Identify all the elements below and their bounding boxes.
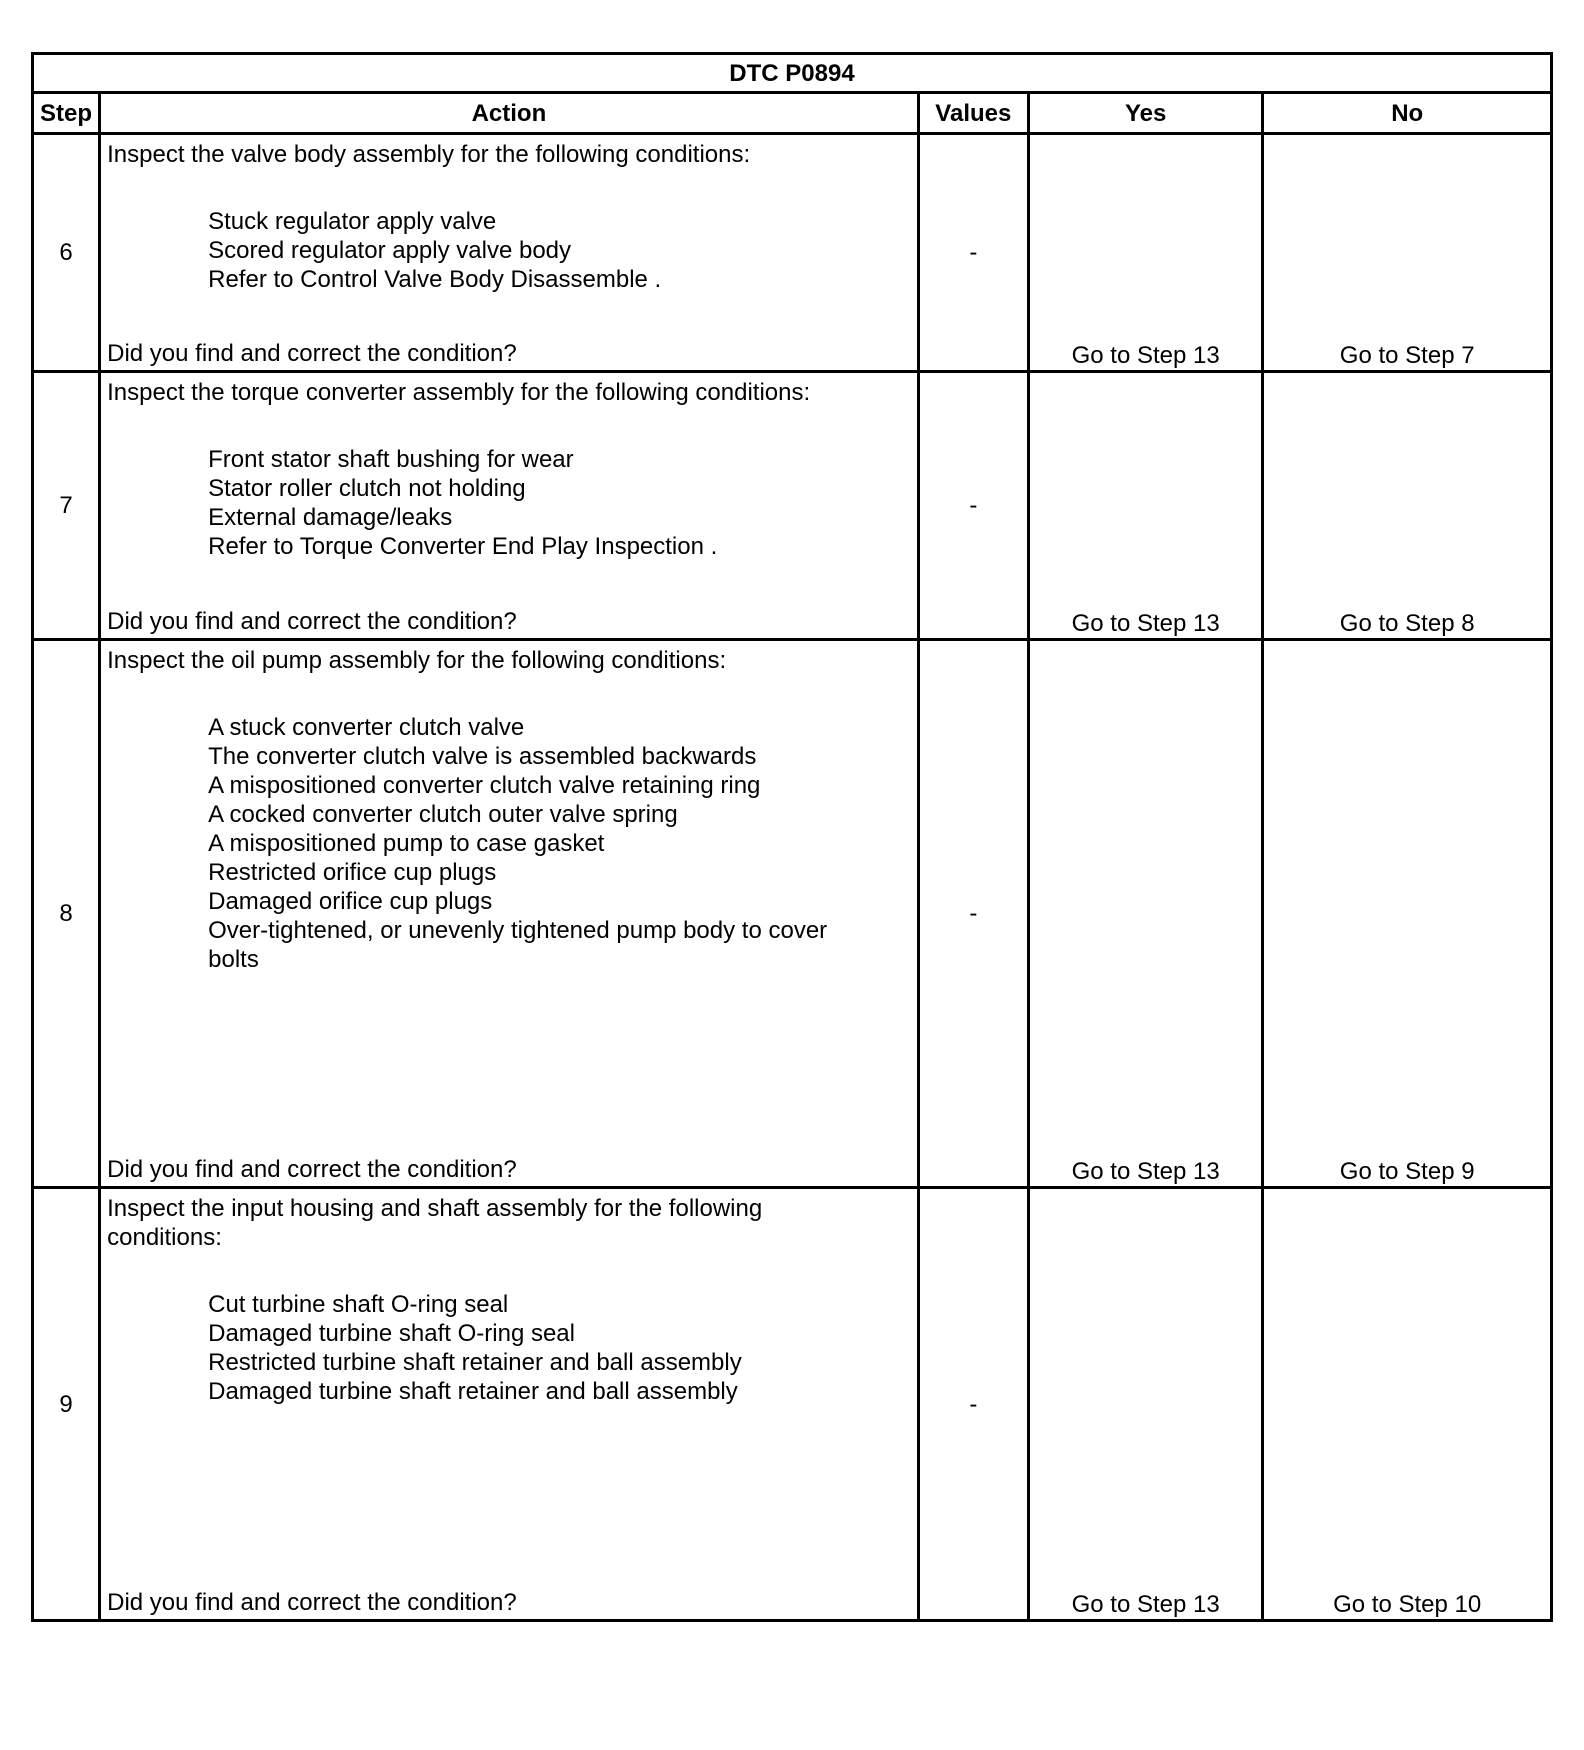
condition-list — [107, 713, 911, 974]
values-cell: - — [918, 134, 1028, 372]
table-row — [33, 640, 1552, 1188]
header-yes: Yes — [1028, 93, 1262, 134]
action-cell — [100, 372, 919, 640]
no-cell: Go to Step 9 — [1263, 640, 1552, 1188]
action-question: Did you find and correct the condition? — [107, 340, 517, 367]
header-no: No — [1263, 93, 1552, 134]
action-cell — [100, 1188, 919, 1621]
no-cell: Go to Step 7 — [1263, 134, 1552, 372]
action-intro: Inspect the oil pump assembly for the following conditions: — [107, 647, 727, 674]
condition-item: Damaged orifice cup plugs — [208, 888, 493, 915]
header-step: Step — [33, 93, 100, 134]
condition-item: Refer to Control Valve Body Disassemble . — [208, 266, 662, 293]
yes-cell: Go to Step 13 — [1028, 1188, 1262, 1621]
condition-list — [107, 445, 911, 561]
condition-item: Stuck regulator apply valve — [208, 208, 497, 235]
no-cell: Go to Step 8 — [1263, 372, 1552, 640]
no-cell: Go to Step 10 — [1263, 1188, 1552, 1621]
condition-item: Scored regulator apply valve body — [208, 237, 572, 264]
condition-list — [107, 1290, 911, 1406]
values-cell: - — [918, 372, 1028, 640]
table-row — [33, 134, 1552, 372]
action-question: Did you find and correct the condition? — [107, 608, 517, 635]
condition-item: External damage/leaks — [208, 504, 453, 531]
condition-item: Front stator shaft bushing for wear — [208, 446, 574, 473]
condition-item: A cocked converter clutch outer valve spring — [208, 801, 678, 828]
step-number: 6 — [33, 134, 100, 372]
table-title: DTC P0894 — [33, 54, 1552, 93]
condition-item: A mispositioned pump to case gasket — [208, 830, 605, 857]
condition-item: A mispositioned converter clutch valve retaining ring — [208, 772, 761, 799]
step-number: 9 — [33, 1188, 100, 1621]
action-intro: Inspect the input housing and shaft assembly for the following conditions: — [107, 1195, 763, 1251]
action-question: Did you find and correct the condition? — [107, 1156, 517, 1183]
yes-cell: Go to Step 13 — [1028, 134, 1262, 372]
condition-list — [107, 207, 911, 294]
condition-item: Refer to Torque Converter End Play Inspection . — [208, 533, 718, 560]
values-cell: - — [918, 1188, 1028, 1621]
condition-item: The converter clutch valve is assembled backwards — [208, 743, 757, 770]
header-action: Action — [100, 93, 919, 134]
step-number: 8 — [33, 640, 100, 1188]
values-cell: - — [918, 640, 1028, 1188]
header-values: Values — [918, 93, 1028, 134]
table-row — [33, 372, 1552, 640]
condition-item: Damaged turbine shaft retainer and ball assembly — [208, 1378, 738, 1405]
condition-item: Over-tightened, or unevenly tightened pump body to cover bolts — [208, 917, 828, 973]
condition-item: Stator roller clutch not holding — [208, 475, 526, 502]
yes-cell: Go to Step 13 — [1028, 640, 1262, 1188]
condition-item: A stuck converter clutch valve — [208, 714, 525, 741]
action-cell — [100, 640, 919, 1188]
condition-item: Restricted turbine shaft retainer and ball assembly — [208, 1349, 742, 1376]
condition-item: Damaged turbine shaft O-ring seal — [208, 1320, 575, 1347]
yes-cell: Go to Step 13 — [1028, 372, 1262, 640]
action-cell — [100, 134, 919, 372]
condition-item: Cut turbine shaft O-ring seal — [208, 1291, 509, 1318]
table-row — [33, 1188, 1552, 1621]
step-number: 7 — [33, 372, 100, 640]
action-intro: Inspect the valve body assembly for the following conditions: — [107, 141, 751, 168]
dtc-table — [31, 52, 1553, 1622]
condition-item: Restricted orifice cup plugs — [208, 859, 497, 886]
action-question: Did you find and correct the condition? — [107, 1589, 517, 1616]
action-intro: Inspect the torque converter assembly for the following conditions: — [107, 379, 811, 406]
